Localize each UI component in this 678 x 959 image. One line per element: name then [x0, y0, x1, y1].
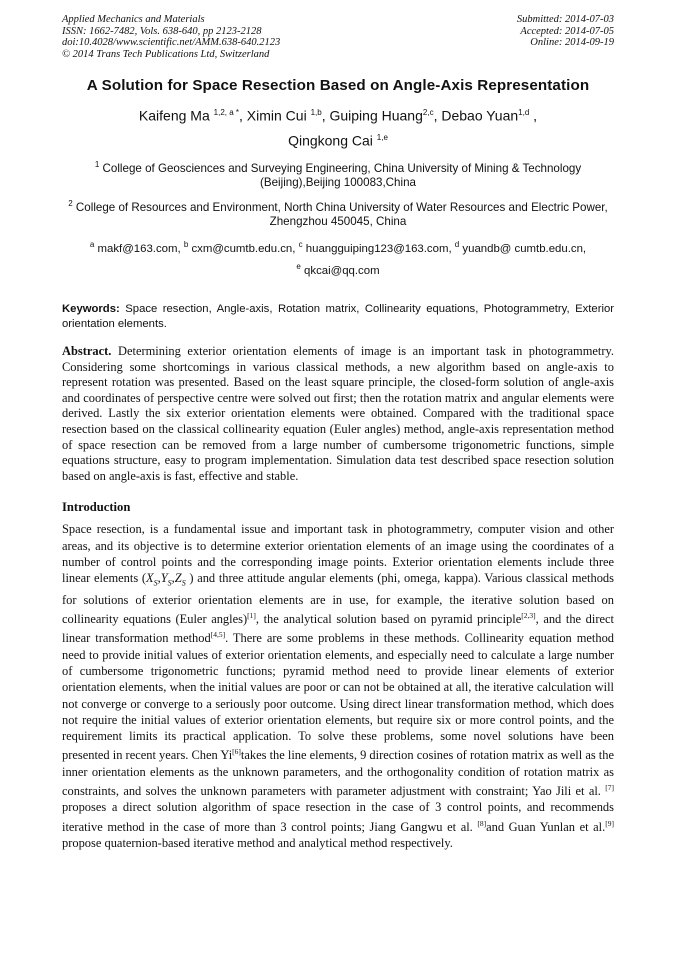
citation-ref[interactable]: [4,5] [210, 630, 226, 640]
introduction-paragraph: Space resection, is a fundamental issue and important task in photogrammetry, computer vision and other areas, and its objective is to determine exterior orientation elements of an image using the coordinates of a number of control points and the corresponding image points. Exterior orientation elements include three linear elements ($X_S,Y_S,Z_S$ ) and three attitude angular elements (phi, omega, kappa). Various classical methods for solutions of exterior orientation elements are in use, for example, the iterative solution based on collinearity equations (Euler angles)[1], the analytical solution based on pyramid principle[2,3], and the direct linear transformation method[4,5]. There are some problems in these methods. Collinearity equation method need to provide initial values of exterior orientation elements, and especially need to calculate a large number of cumbersome trigonometric functions; pyramid method need to provide linear elements of exterior orientation elements, when the initial values are poor or can not be obtained at all, the iterative calculation will not converge or converge to a seriously poor outcome. Using direct linear transformation method, which does not require the initial values of exterior orientation elements, but require six or more control points, and the requirement limits its practical application. To solve these problems, some novel solutions have been presented in recent years. Chen Yi[6]takes the line elements, 9 direction cosines of rotation matrix as well as the inner orientation elements as the unknown parameters, and the orthogonality condition of rotation matrix as constraints, and solves the unknown parameters with parameter adjustment with constraint; Yao Jili et al. [7] proposes a direct solution algorithm of space resection in the case of 3 control points, and recommends iterative method in the case of more than 3 control points; Jiang Gangwu et al. [8]and Guan Yunlan et al.[9] propose quaternion-based iterative method and analytical method respectively. [62, 522, 615, 851]
doi-line: doi:10.4028/www.scientific.net/AMM.638-640.2123 [62, 37, 281, 49]
citation-ref[interactable]: [9] [605, 818, 614, 828]
keywords-text: Space resection, Angle-axis, Rotation matrix, Collinearity equations, Photogrammetry, Exterior orientation elements. [62, 303, 615, 330]
email-link[interactable]: cxm@cumtb.edu.cn, [191, 243, 296, 256]
citation-ref[interactable]: [6] [232, 747, 241, 757]
introduction-heading: Introduction [62, 500, 131, 515]
author-name: Kaifeng Ma [138, 108, 210, 125]
var-zs: $Z_S$ [174, 571, 186, 588]
intro-text: Space resection, is a fundamental issue and important task in photogrammetry, computer vision and other areas, and its objective is to determine exterior orientation elements of an image using the coordinates of a number of control points and the corresponding image points. Exterior orientation elements include three linear elements ( [62, 522, 614, 586]
affiliation-sup: 1 [94, 159, 100, 169]
email-link[interactable]: makf@163.com, [97, 243, 181, 256]
intro-text: , the analytical solution based on pyramid principle [255, 612, 522, 627]
issn-line: ISSN: 1662-7482, Vols. 638-640, pp 2123-2128 [62, 25, 262, 37]
email-sup: a [89, 240, 95, 250]
keywords-label: Keywords: [62, 303, 120, 315]
author-list: Kaifeng Ma $^{1,2, a *}$, Ximin Cui $^{1,b}$, Guiping Huang$^{2,c}$, Debao Yuan$^{1,d}$ , Qingkong Cai $^{1,e}$ [138, 108, 538, 149]
citation-ref[interactable]: [2,3] [521, 611, 536, 621]
citation-ref[interactable]: [7] [605, 783, 614, 792]
intro-text: propose quaternion-based iterative method and analytical method respectively. [62, 836, 453, 851]
header-meta [62, 14, 614, 60]
accepted-date: Accepted: 2014-07-05 [520, 25, 614, 37]
abstract-text: Determining exterior orientation elements of image is an important task in photogrammetry. Considering some shortcomings in various classical methods, a new algorithm based on angle-axis to represent rotation was presented. Based on the least square principle, the closed-form solution of angle-axis and coordinates of perspective centre were solved out first; then the rotation matrix and angular elements were derived. Lastly the six exterior orientation elements were obtained. Compared with the traditional space resection based on the classical collinearity equation (Euler angles) method, angle-axis representation method of space resection can be removed from a large number of cumbersome trigonometric functions, simple equations structure, easy to program implementation. Simulation data test described space resection solution based on angle-axis is fast, effective and stable. [62, 344, 614, 483]
author-name: Guiping Huang [329, 108, 423, 125]
email-sup: b [183, 240, 189, 250]
email-sup: c [298, 240, 303, 250]
email-sup: e [296, 262, 301, 272]
publication-info [62, 14, 280, 60]
var-xs: $X_S$ [146, 571, 158, 588]
citation-ref[interactable]: [1] [247, 611, 256, 621]
online-date: Online: 2014-09-19 [530, 37, 614, 49]
paper-title: A Solution for Space Resection Based on Angle-Axis Representation [86, 77, 590, 95]
abstract-section [62, 344, 614, 484]
author-sup: 1,b [310, 108, 322, 118]
abstract-label: Abstract. [62, 344, 112, 358]
copyright-line: © 2014 Trans Tech Publications Ltd, Switzerland [62, 48, 270, 60]
author-name: Ximin Cui [246, 108, 307, 125]
affiliation-2 [62, 197, 614, 230]
dates-info [517, 14, 614, 60]
author-name: Debao Yuan [441, 108, 519, 125]
email-link[interactable]: yuandb@ cumtb.edu.cn, [462, 243, 587, 256]
author-sup: 1,e [376, 133, 388, 143]
citation-ref[interactable]: [8] [477, 818, 487, 828]
paper-page [62, 14, 614, 851]
keywords-section [62, 302, 614, 331]
email-list [62, 236, 614, 280]
affiliation-text: College of Resources and Environment, North China University of Water Resources and Electric Power, Zhengzhou 450045, China [75, 200, 608, 228]
email-link[interactable]: huangguiping123@163.com, [305, 243, 452, 256]
affiliation-sup: 2 [68, 198, 73, 208]
submitted-date: Submitted: 2014-07-03 [516, 14, 614, 25]
intro-text: proposes a direct solution algorithm of space resection in the case of 3 control points, and recommends iterative method in the case of more than 3 control points; Jiang Gangwu et al. [62, 800, 614, 834]
intro-text: and Guan Yunlan et al. [486, 819, 606, 834]
journal-name: Applied Mechanics and Materials [62, 14, 205, 25]
author-sup: 1,2, a * [213, 108, 239, 118]
author-sup: 1,d [518, 108, 530, 118]
author-name: Qingkong Cai [288, 132, 373, 149]
intro-text: , and the direct linear transformation method [62, 612, 614, 646]
email-sup: d [454, 240, 460, 250]
author-sup: 2,c [422, 108, 434, 118]
affiliation-1 [62, 158, 614, 191]
affiliation-text: College of Geosciences and Surveying Engineering, China University of Mining & Technology (Beijing),Beijing 100083,China [102, 161, 582, 190]
intro-text: . There are some problems in these methods. Collinearity equation method need to provide initial values of exterior orientation elements, and especially need to calculate a large number of cumbersome trigonometric functions; pyramid method need to provide linear elements of exterior orientation elements, when the initial values are poor or can not be obtained at all, the iterative calculation will not converge or converge to a seriously poor outcome. Using direct linear transformation method, which does not require the initial values of exterior orientation elements, but require six or more control points, and the requirement limits its practical application. To solve these problems, some novel solutions have been presented in recent years. Chen Yi [62, 631, 615, 763]
intro-text: takes the line elements, 9 direction cosines of rotation matrix as well as the inner orientation elements as the unknown parameters, and the orthogonality condition of rotation matrix as constraints, and solves the unknown parameters with parameter adjustment with constraint; Yao Jili et al. [62, 748, 614, 799]
email-link[interactable]: qkcai@qq.com [304, 265, 380, 277]
intro-text: ) and three attitude angular elements (phi, omega, kappa). Various classical methods for solutions of exterior orientation elements are in use, for example, the iterative solution based on collinearity equations (Euler angles) [62, 571, 614, 627]
var-ys: $Y_S$ [160, 571, 172, 588]
